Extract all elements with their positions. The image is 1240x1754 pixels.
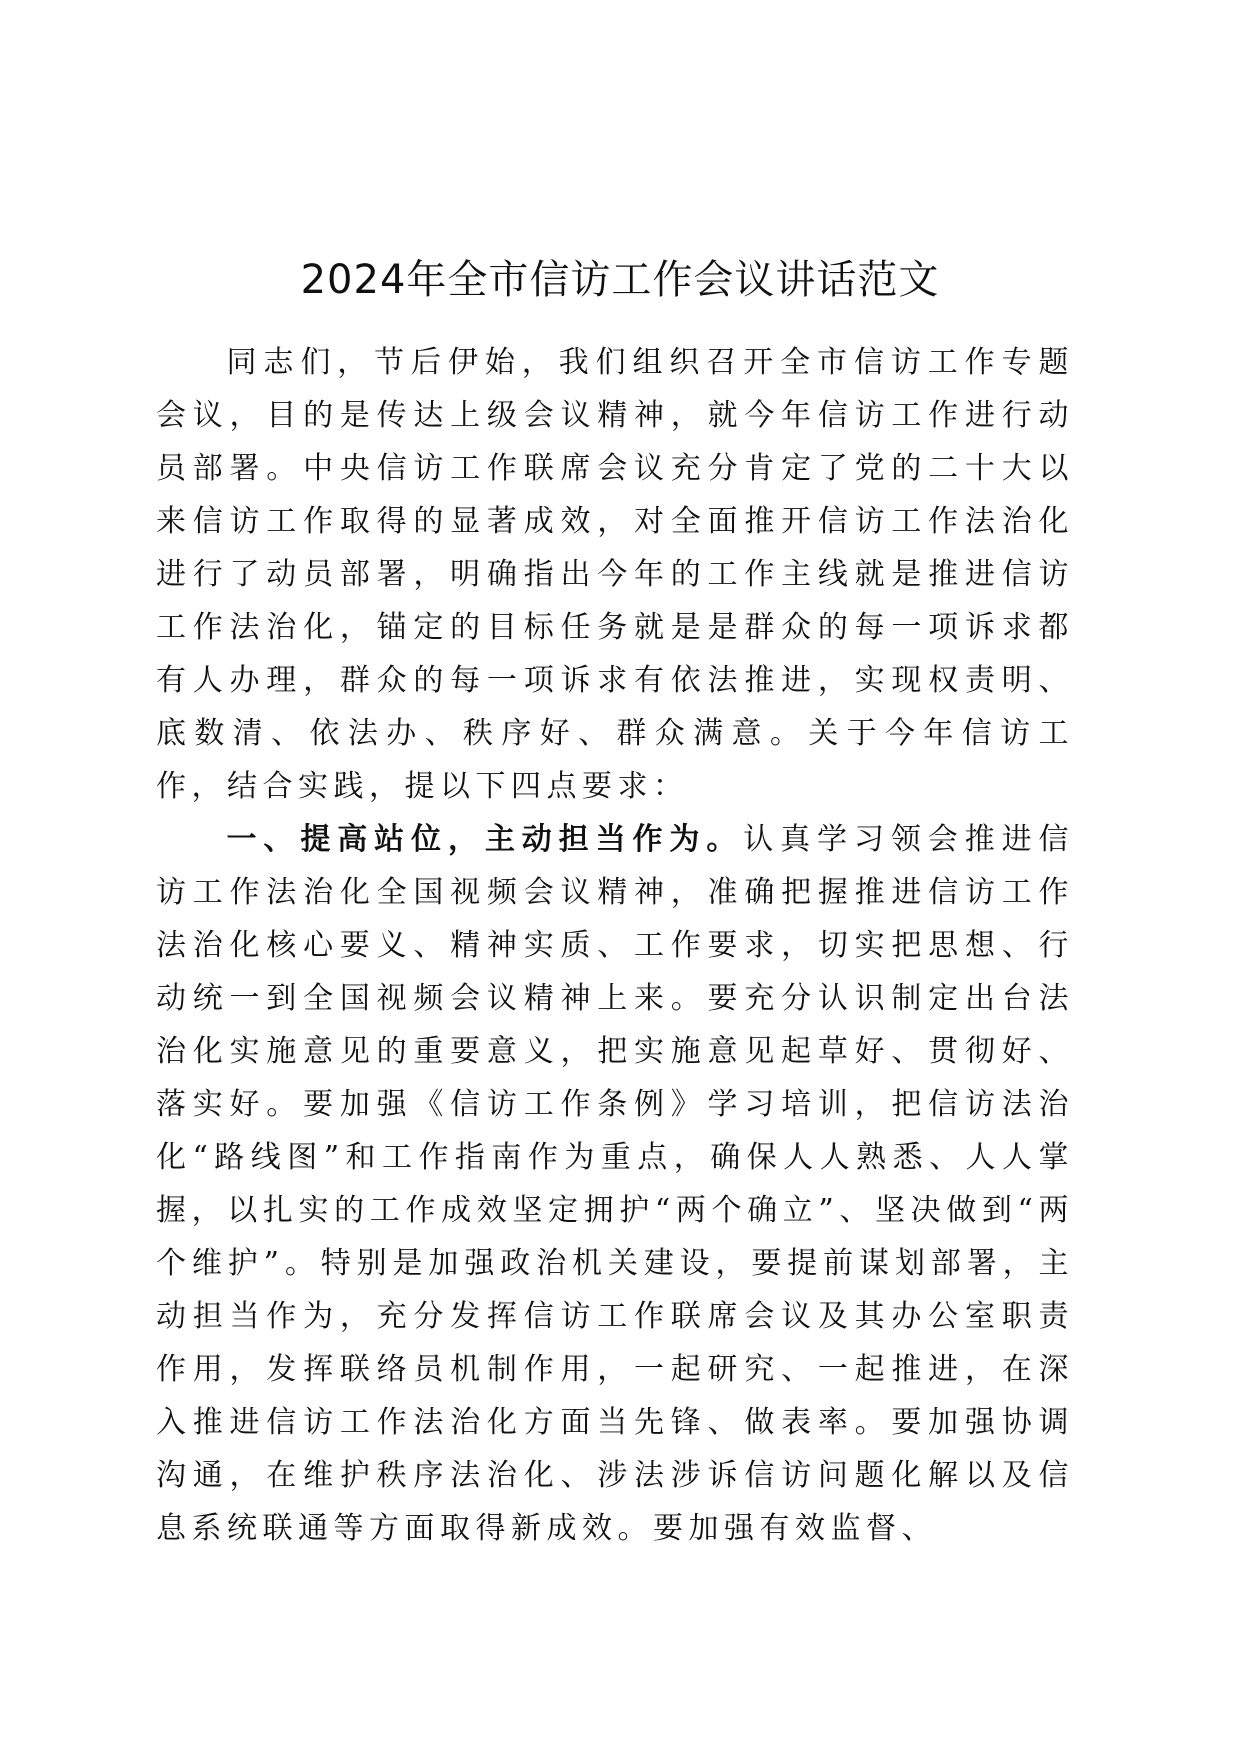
document-body bbox=[156, 336, 1074, 1555]
document-title: 2024年全市信访工作会议讲话范文 bbox=[300, 257, 940, 303]
section-one-text: 认真学习领会推进信访工作法治化全国视频会议精神，准确把握推进信访工作法治化核心要义、精神实质、工作要求，切实把思想、行动统一到全国视频会议精神上来。要充分认识制定出台法治化实施意见的重要意义，把实施意见起草好、贯彻好、落实好。要加强《信访工作条例》学习培训，把信访法治化“路线图”和工作指南作为重点，确保人人熟悉、人人掌握，以扎实的工作成效坚定拥护“两个确立”、坚决做到“两个维护”。特别是加强政治机关建设，要提前谋划部署，主动担当作为，充分发挥信访工作联席会议及其办公室职责作用，发挥联络员机制作用，一起研究、一起推进，在深入推进信访工作法治化方面当先锋、做表率。要加强协调沟通，在维护秩序法治化、涉法涉诉信访问题化解以及信息系统联通等方面取得新成效。要加强有效监督、 bbox=[156, 822, 1075, 1546]
paragraph-intro-text: 同志们，节后伊始，我们组织召开全市信访工作专题会议，目的是传达上级会议精神，就今年信访工作进行动员部署。中央信访工作联席会议充分肯定了党的二十大以来信访工作取得的显著成效，对全面推开信访工作法治化进行了动员部署，明确指出今年的工作主线就是推进信访工作法治化，锚定的目标任务就是是群众的每一项诉求都有人办理，群众的每一项诉求有依法推进，实现权责明、底数清、依法办、秩序好、群众满意。关于今年信访工作，结合实践，提以下四点要求： bbox=[156, 345, 1074, 804]
paragraph-intro bbox=[156, 336, 1074, 813]
paragraph-section-one bbox=[156, 813, 1074, 1555]
section-one-heading: 一、提高站位，主动担当作为。 bbox=[226, 822, 744, 857]
